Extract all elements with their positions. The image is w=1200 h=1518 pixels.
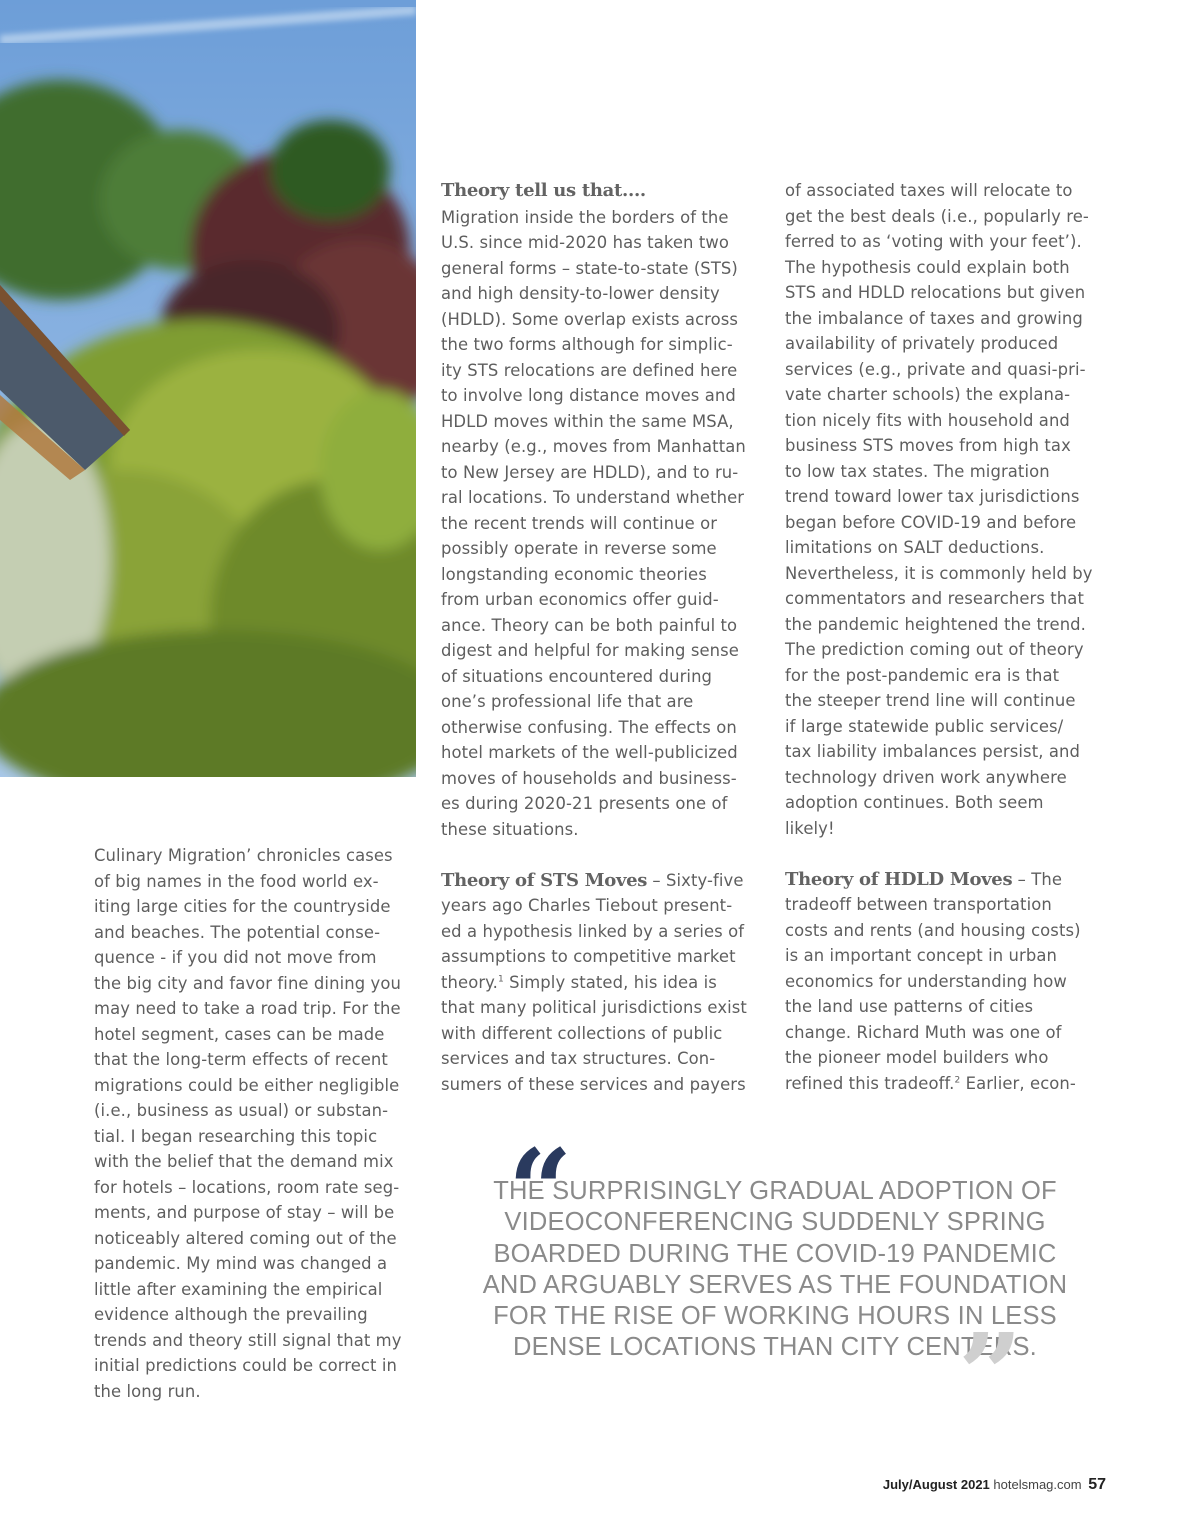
header-photo-trees [0,0,416,777]
paragraph-text: years ago Charles Tiebout present- ed a hypothesis linked by a series of assumptions to competitive market theory. [441,896,745,992]
paragraph-lead: – Sixty-five [647,870,744,890]
body-paragraph [785,867,1115,1097]
open-quote-icon: “ [508,1126,573,1257]
issue-date: July/August 2021 [882,1477,990,1492]
paragraph-text: Earlier, econ- [960,1073,1076,1093]
footnote-ref: 2 [954,1075,961,1086]
body-paragraph: of associated taxes will relocate to get the best deals (i.e., popularly re- ferred to as ‘voting with your feet’). The hypothesis could explain both STS and HDLD relocations but given the imbalance of taxes and growing availability of privately produced services (e.g., private and quasi-pri- vate charter schools) the explana- tion nicely fits with household and business STS moves from high tax to low tax states. The migration trend toward lower tax jurisdictions began before COVID-19 and before limitations on SALT deductions. Nevertheless, it is commonly held by commentators and researchers that the pandemic heightened the trend. The prediction coming out of theory for the post-pandemic era is that the steeper trend line will continue if large statewide public services/ tax liability imbalances persist, and technology driven work anywhere adoption continues. Both seem likely! [785,181,1093,838]
page-footer [883,1476,1106,1494]
paragraph-text: tradeoff between transportation costs and rents (and housing costs) is an important concept in urban economics for understanding how the land use patterns of cities change. Richard Muth was one of the pioneer model builders who refined this tradeoff. [785,895,1081,1093]
column-middle [441,178,771,1097]
column-right [785,178,1115,1096]
close-quote-icon: ” [958,1310,1023,1441]
section-heading: Theory of STS Moves [441,869,648,891]
site-url: hotelsmag.com [993,1477,1082,1492]
section-heading: Theory of HDLD Moves [785,868,1013,890]
paragraph-text: Simply stated, his idea is that many political jurisdictions exist with different collections of public services and tax structures. Con- sumers of these services and payers [441,972,747,1094]
pull-quote-text: THE SURPRISINGLY GRADUAL ADOPTION OF VIDEOCONFERENCING SUDDENLY SPRING BOARDED DURING THE COVID-19 PANDEMIC AND ARGUABLY SERVES AS THE FOUNDATION FOR THE RISE OF WORKING HOURS IN LESS DENSE LOCATIONS THAN CITY CENTERS. [482,1177,1068,1362]
page-number: 57 [1088,1476,1106,1493]
body-paragraph: Migration inside the borders of the U.S. since mid-2020 has taken two general forms – state-to-state (STS) and high density-to-lower density (HDLD). Some overlap exists across the two forms although for simplic- ity STS relocations are defined here to involve long distance moves and HDLD moves within the same MSA, nearby (e.g., moves from Manhattan to New Jersey are HDLD), and to ru- ral locations. To understand whether the recent trends will continue or possibly operate in reverse some longstanding economic theories from urban economics offer guid- ance. Theory can be both painful to digest and helpful for making sense of situations encountered during one’s professional life that are otherwise confusing. The effects on hotel markets of the well-publicized moves of households and business- es during 2020-21 presents one of these situations. [441,207,746,839]
section-heading: Theory tell us that.... [441,180,646,201]
footnote-ref: 1 [497,974,504,985]
paragraph-lead: – The [1012,869,1062,889]
body-paragraph: Culinary Migration’ chronicles cases of big names in the food world ex- iting large cities for the countryside and beaches. The potential conse- quence - if you did not move from the big city and favor fine dining you may need to take a road trip. For the hotel segment, cases can be made that the long-term effects of recent migrations could be either negligible (i.e., business as usual) or substan- tial. I began researching this topic with the belief that the demand mix for hotels – locations, room rate seg- ments, and purpose of stay – will be noticeably altered coming out of the pandemic. My mind was changed a little after examining the empirical evidence although the prevailing trends and theory still signal that my initial predictions could be correct in the long run. [94,846,402,1401]
column-left [94,843,424,1404]
pull-quote [480,1126,1070,1441]
body-paragraph [441,868,771,1098]
